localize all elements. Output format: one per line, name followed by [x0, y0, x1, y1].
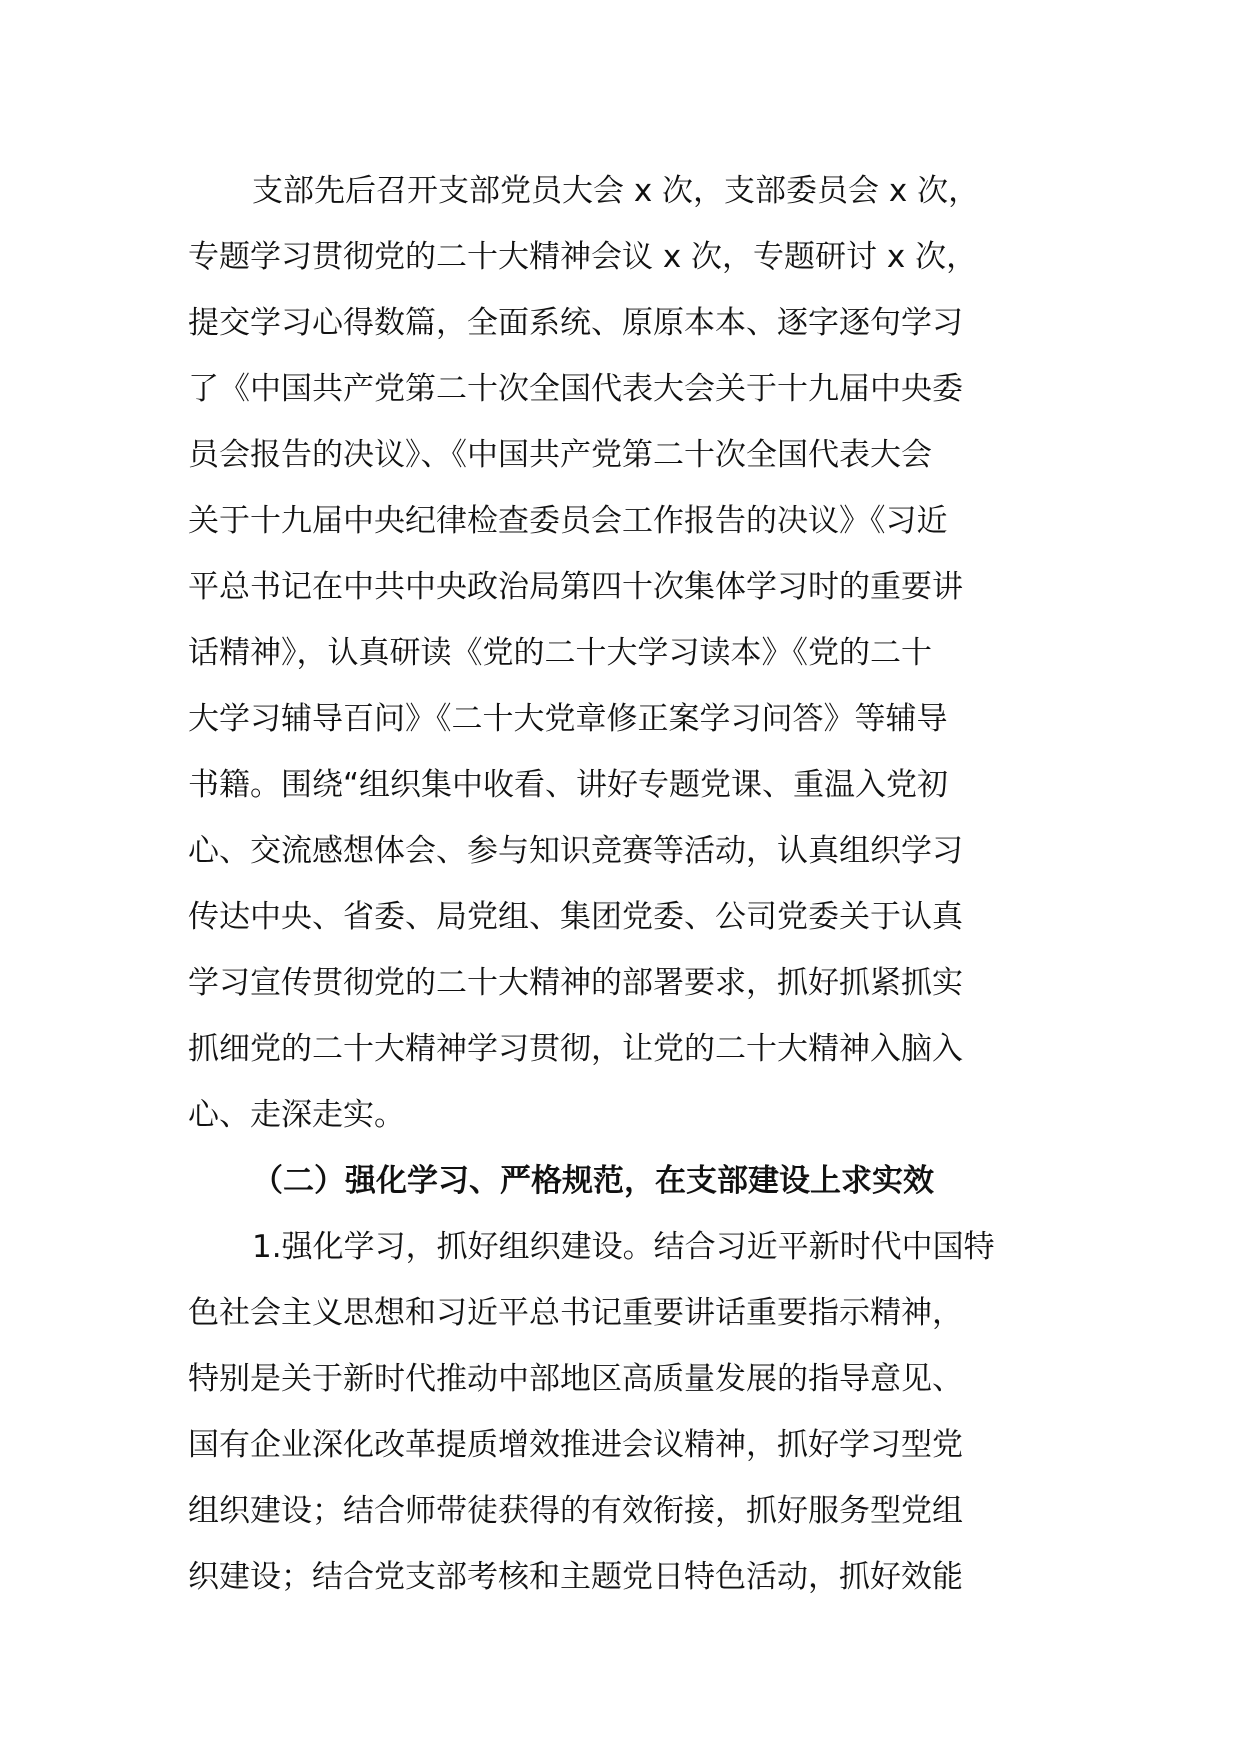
paragraph-1-line-5: 员会报告的决议》、《中国共产党第二十次全国代表大会: [188, 437, 932, 473]
paragraph-1-line-10: 书籍。围绕“组织集中收看、讲好专题党课、重温入党初: [188, 767, 949, 803]
paragraph-1-line-2: 专题学习贯彻党的二十大精神会议 x 次，专题研讨 x 次，: [188, 239, 978, 275]
paragraph-1-line-3: 提交学习心得数篇，全面系统、原原本本、逐字逐句学习: [188, 305, 963, 341]
paragraph-1-line-9: 大学习辅导百问》《二十大党章修正案学习问答》等辅导: [188, 701, 948, 737]
paragraph-1-line-15: 心、走深走实。: [188, 1097, 405, 1133]
paragraph-1-line-4: 了《中国共产党第二十次全国代表大会关于十九届中央委: [188, 371, 963, 407]
paragraph-1-line-6: 关于十九届中央纪律检查委员会工作报告的决议》《习近: [188, 503, 948, 539]
paragraph-1-line-8: 话精神》，认真研读《党的二十大学习读本》《党的二十: [188, 635, 932, 671]
paragraph-2-line-6: 织建设；结合党支部考核和主题党日特色活动，抓好效能: [188, 1559, 963, 1595]
section-heading: （二）强化学习、严格规范，在支部建设上求实效: [252, 1163, 934, 1199]
paragraph-1-line-13: 学习宣传贯彻党的二十大精神的部署要求，抓好抓紧抓实: [188, 965, 963, 1001]
paragraph-2-line-1: 1.强化学习，抓好组织建设。结合习近平新时代中国特: [252, 1229, 995, 1265]
paragraph-2-line-2: 色社会主义思想和习近平总书记重要讲话重要指示精神，: [188, 1295, 963, 1331]
paragraph-1-line-12: 传达中央、省委、局党组、集团党委、公司党委关于认真: [188, 899, 963, 935]
paragraph-2-line-3: 特别是关于新时代推动中部地区高质量发展的指导意见、: [188, 1361, 963, 1397]
paragraph-2-line-5: 组织建设；结合师带徒获得的有效衔接，抓好服务型党组: [188, 1493, 963, 1529]
document-body: [188, 158, 1052, 1610]
paragraph-2-line-4: 国有企业深化改革提质增效推进会议精神，抓好学习型党: [188, 1427, 963, 1463]
paragraph-1-line-11: 心、交流感想体会、参与知识竞赛等活动，认真组织学习: [188, 833, 963, 869]
paragraph-1-line-7: 平总书记在中共中央政治局第四十次集体学习时的重要讲: [188, 569, 963, 605]
paragraph-1-line-1: 支部先后召开支部党员大会 x 次，支部委员会 x 次，: [252, 173, 980, 209]
paragraph-1-line-14: 抓细党的二十大精神学习贯彻，让党的二十大精神入脑入: [188, 1031, 963, 1067]
